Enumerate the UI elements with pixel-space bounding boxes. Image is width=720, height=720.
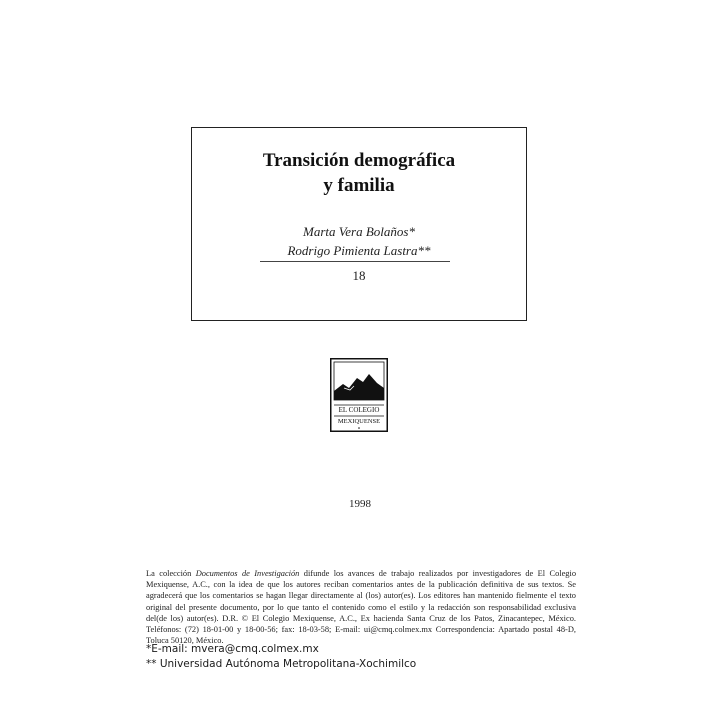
authors — [192, 222, 526, 260]
divider — [260, 261, 450, 262]
footnote-affiliation: ** Universidad Autónoma Metropolitana-Xochimilco — [146, 658, 417, 670]
el-colegio-mexiquense-logo — [330, 358, 388, 432]
publication-year: 1998 — [349, 498, 371, 510]
colophon-lead: La colección — [146, 569, 196, 578]
footnote-email: *E-mail: mvera@cmq.colmex.mx — [146, 643, 319, 655]
title-line-1: Transición demográfica — [262, 150, 456, 171]
colophon-series-name: Documentos de Investigación — [195, 569, 300, 578]
author-2: Rodrigo Pimienta Lastra** — [287, 243, 431, 258]
colophon — [146, 568, 576, 646]
logo-text-line-2: MEXIQUENSE — [337, 418, 381, 425]
series-number: 18 — [352, 268, 366, 283]
colophon-body: difunde los avances de trabajo realizados por investigadores de El Colegio Mexiquense, A.C., con la idea de que los autores reciban comentarios antes de la publicación definitiva de sus textos. Se agradecerá que los comentarios se hagan llegar directamente al (los) autor(es). Los editores han mantenido fielmente el texto original del presente documento, por lo que tanto el contenido como el estilo y la redacción son responsabilidad exclusiva del(de los) autor(es). D.R. © El Colegio Mexiquense, A.C., Ex hacienda Santa Cruz de los Patos, Zinacantepec, México. Teléfonos: (72) 18-01-00 y 18-00-56; fax: 18-03-58; E-mail: ui@cmq.colmex.mx Correspondencia: Apartado postal 48-D, Toluca 50120, México. — [146, 569, 577, 646]
logo-emblem-icon — [330, 358, 388, 432]
title-line-2: y familia — [323, 175, 395, 196]
document-title — [192, 148, 526, 198]
title-box — [191, 127, 527, 321]
logo-text-line-1: EL COLEGIO — [338, 406, 380, 414]
author-1: Marta Vera Bolaños* — [303, 224, 415, 239]
